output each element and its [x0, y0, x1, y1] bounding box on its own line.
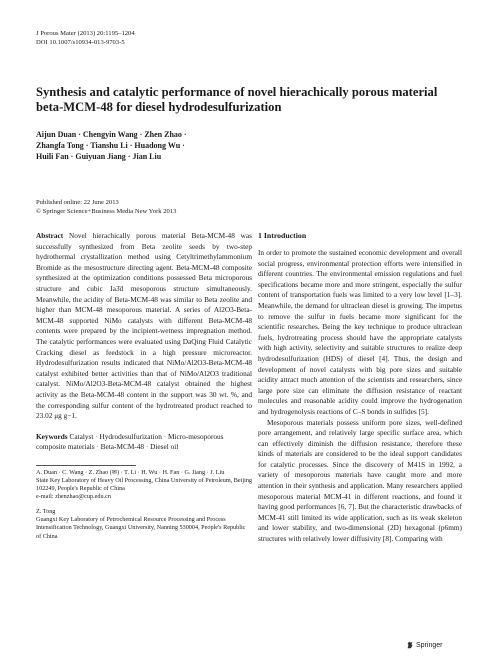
affiliation-line: State Key Laboratory of Heavy Oil Processing, China University of Petroleum, Beijing 102249, People's Republic of China	[36, 476, 253, 493]
affiliation-names: Z. Tong	[36, 508, 56, 516]
affiliation-email: e-mail: zhenzhao@cup.edu.cn	[36, 493, 111, 501]
keyword-separator: ·	[144, 442, 151, 452]
author-list	[36, 129, 336, 162]
keyword-separator: ·	[161, 431, 168, 441]
author-line: Zhangfa Tong · Tianshu Li · Huadong Wu ·	[36, 141, 185, 150]
paragraph: Mesoporous materials possess uniform pore sizes, well-defined pore arrangement, and relatively large specific surface area, which can effectively diminish the diffusion resistance, therefore these kinds of materials are considered to be the ideal support candidates for catalytic processes. Since the discovery of M41S in 1992, a variety of mesoporous materials have caught more and more attention in their synthesis and application. Many researchers applied mesoporous material MCM-41 in different reactions, and found it having good performances [6, 7]. But the characteristic drawbacks of MCM-41 still limited its wide application, such as its weak skeleton and lower stability, and two-dimensional (2D) hexagonal (p6mm) structures with relatively lower diffusivity [8]. Comparing with	[258, 417, 462, 544]
abstract-label: Abstract	[36, 231, 64, 240]
introduction-body	[258, 248, 462, 545]
keyword: Micro-mesoporous composite materials	[36, 431, 224, 452]
publisher-name: Springer	[416, 641, 443, 649]
keyword-separator: ·	[94, 442, 101, 452]
doi: DOI 10.1007/s10934-013-9703-5	[36, 39, 125, 46]
paper-title: Synthesis and catalytic performance of novel hierachically porous material beta-MCM-48 for diesel hydrodesulfurization	[36, 85, 438, 114]
publication-info	[36, 199, 176, 216]
author-line: Aijun Duan · Chengyin Wang · Zhen Zhao ·	[36, 130, 187, 139]
copyright: © Springer Science+Business Media New York 2013	[36, 207, 177, 215]
affiliation-line: Guangxi Key Laboratory of Petrochemical Resource Processing and Process Intensification Technology, Guangxi University, Nanning 530004, People's Republic of China	[36, 516, 246, 540]
published-date: Published online: 22 June 2013	[36, 199, 119, 206]
affiliation-names: A. Duan · C. Wang · Z. Zhao (✉) · T. Li · H. Wu · H. Fan · G. Jiang · J. Liu	[36, 468, 225, 476]
affiliation-divider	[36, 465, 136, 466]
keywords	[36, 432, 252, 453]
keyword: Hydrodesulfurization	[99, 431, 162, 441]
paragraph: In order to promote the sustained economic development and overall social progress, environmental protection efforts were intensified in different countries. The environmental emission regulations and fuel specifications became more and more stringent, especially the sulfur content of transportation fuels was limited to a very low level [1–3]. Meanwhile, the demand for ultraclean diesel is growing. The impetus to remove the sulfur in fuels became more significant for the scientific researches. Being the key technique to produce ultraclean fuels, hydrotreating process should have the appropriate catalysts with high activity, selectivity and suitable structures to realize deep hydrodesulfurization (HDS) of diesel [4]. Thus, the design and development of novel catalysts with big pore sizes and suitable acidity attract much attention of the scientists and researchers, since large pore size can eliminate the diffusion resistance of reactant molecules and reasonable acidity could improve the hydrogenation and hydrogenolysis reactions of C–S bonds in sulfides [5].	[258, 248, 462, 416]
keywords-label: Keywords	[36, 431, 68, 441]
keyword: Diesel oil	[150, 442, 179, 452]
section-heading: 1 Introduction	[258, 231, 307, 240]
springer-horse-icon	[406, 641, 414, 649]
affiliation	[36, 508, 252, 540]
left-column	[36, 231, 252, 548]
keyword-separator: ·	[93, 431, 100, 441]
keyword: Catalyst	[69, 431, 94, 441]
right-column	[258, 231, 462, 545]
journal-header	[36, 29, 135, 47]
author-line: Huili Fan · Guiyuan Jiang · Jian Liu	[36, 152, 162, 161]
publisher-footer	[406, 641, 442, 649]
journal-citation: J Porous Mater (2013) 20:1195–1204	[36, 30, 135, 37]
abstract	[36, 231, 252, 422]
keyword: Beta-MCM-48	[100, 442, 145, 452]
abstract-text: Novel hierachically porous material Beta-MCM-48 was successfully synthesized from Beta zeolite seeds by two-step hydrothermal crystallization method using Cetyltrimethylammonium Bromide as the mesostructure directing agent. Beta-MCM-48 composite synthesized at the optimization conditions possessed Beta microporous structure and cubic Ia3̄d mesoporous structure simultaneously. Meanwhile, the acidity of Beta-MCM-48 was similar to Beta zeolite and higher than MCM-48 mesoporous material. A series of Al2O3-Beta-MCM-48 supported NiMo catalysts with different Beta-MCM-48 contents were prepared by the incipient-wetness impregnation method. The catalytic performances were evaluated using DaQing Fluid Catalytic Cracking diesel as feedstock in a high pressure microreactor. Hydrodesulfurization results indicated that NiMo/Al2O3-Beta-MCM-48 catalyst exhibited better activities than that of NiMo/Al2O3 traditional catalyst. NiMo/Al2O3-Beta-MCM-48 catalyst obtained the highest activity as the Beta-MCM-48 content in the support was 30 wt. %, and the corresponding sulfur content of the hydrotreated product reached to 23.02 μg g−1.	[36, 231, 252, 421]
affiliation	[36, 469, 252, 501]
